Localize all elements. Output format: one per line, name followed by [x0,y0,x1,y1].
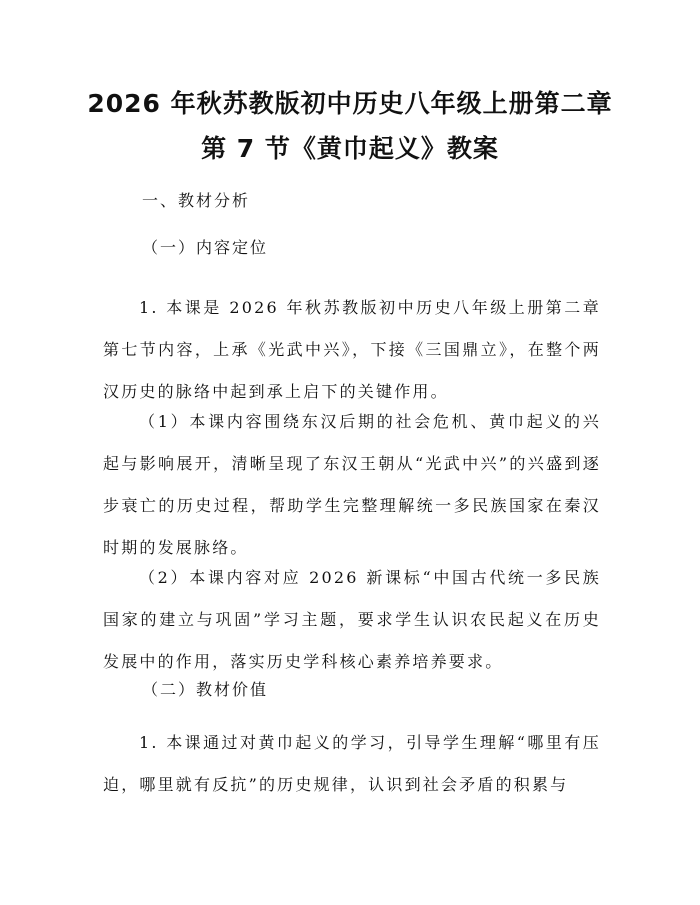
paragraph-4: 1. 本课通过对黄巾起义的学习，引导学生理解“哪里有压迫，哪里就有反抗”的历史规律，认识到社会矛盾的积累与 [103,733,601,794]
paragraph-3: （2）本课内容对应 2026 新课标“中国古代统一多民族国家的建立与巩固”学习主题，要求学生认识农民起义在历史发展中的作用，落实历史学科核心素养培养要求。 [103,568,601,671]
subsection-heading-textbook-value: （二）教材价值 [142,680,269,699]
section-heading-textbook-analysis: 一、教材分析 [142,191,251,210]
document-title-line-2: 第 7 节《黄巾起义》教案 [201,134,499,163]
document-title-line-1: 2026 年秋苏教版初中历史八年级上册第二章 [87,89,613,118]
subsection-heading-content-positioning: （一）内容定位 [142,238,269,257]
paragraph-2: （1）本课内容围绕东汉后期的社会危机、黄巾起义的兴起与影响展开，清晰呈现了东汉王朝从“光武中兴”的兴盛到逐步衰亡的历史过程，帮助学生完整理解统一多民族国家在秦汉时期的发展脉络。 [103,412,601,557]
paragraph-1: 1. 本课是 2026 年秋苏教版初中历史八年级上册第二章第七节内容，上承《光武中兴》，下接《三国鼎立》，在整个两汉历史的脉络中起到承上启下的关键作用。 [103,298,601,401]
